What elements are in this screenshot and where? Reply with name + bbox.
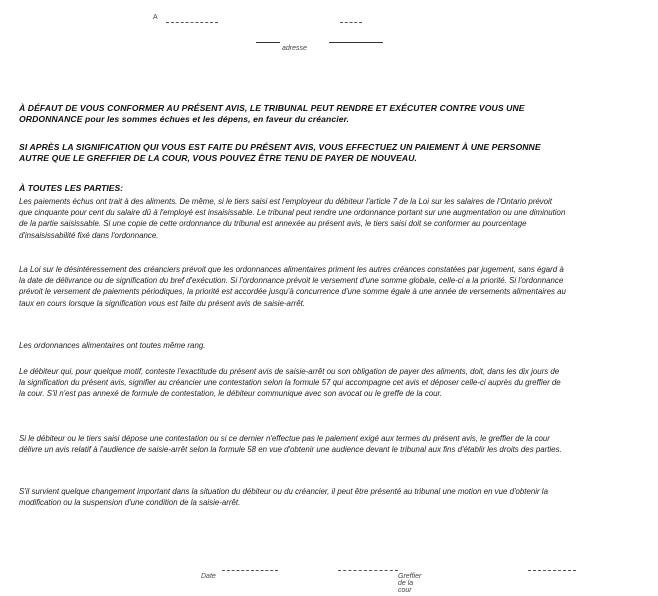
address-line-4 — [329, 42, 383, 43]
signature-line — [528, 570, 576, 571]
warning-payment-other: SI APRÈS LA SIGNIFICATION QUI VOUS EST FAITE DU PRÉSENT AVIS, VOUS EFFECTUEZ UN PAIEMENT À UNE PERSONNE AUTRE QUE LE GREFFIER DE LA COUR, VOUS POUVEZ ÊTRE TENU DE PAYER DE NOUVEAU. — [19, 142, 541, 163]
parties-heading: À TOUTES LES PARTIES: — [19, 183, 124, 193]
warning-default-order: À DÉFAUT DE VOUS CONFORMER AU PRÉSENT AVIS, LE TRIBUNAL PEUT RENDRE ET EXÉCUTER CONTRE VOUS UNE ORDONNANCE pour les sommes échues et les dépens, en faveur du créancier. — [19, 103, 525, 124]
parties-paragraph: S'il survient quelque changement important dans la situation du débiteur ou du créancier, il peut être présenté au tribunal une motion en vue d'obtenir la modification ou la suspension d'une condition de la saisie-arrêt. — [19, 487, 548, 508]
parties-paragraph: Les paiements échus ont trait à des aliments. De même, si le tiers saisi est l'employeur du débiteur l'article 7 de la Loi sur les salaires de l'Ontario prévoit que cinquante pour cent du salaire dû à l'employé est insaisissable. Le tribunal peut rendre une ordonnance portant sur une augmentation ou une diminution de la partie saisissable. Si une copie de cette ordonnance du tribunal est annexée au présent avis, le tiers saisi doit se conformer au pourcentage d'insaisissabilité fixé dans l'ordonnance. — [19, 197, 566, 240]
mark-a: A — [153, 14, 158, 21]
clerk-label: Greffier de la cour — [398, 573, 422, 594]
parties-paragraph: Les ordonnances alimentaires ont toutes même rang. — [19, 341, 206, 350]
date-line — [222, 570, 278, 571]
address-line-3 — [256, 42, 280, 43]
date-label: Date — [201, 573, 216, 580]
parties-paragraph: Le débiteur qui, pour quelque motif, conteste l'exactitude du présent avis de saisie-arrêt ou son obligation de payer des aliments, doit, dans les dix jours de la signification du présent avis, signifier au créancier une contestation selon la formule 57 qui accompagne cet avis et déposer celle-ci auprès du greffier de la cour. S'il n'est pas annexé de formule de contestation, le débiteur communique avec son avocat ou le greffe de la cour. — [19, 367, 561, 399]
address-line-1 — [166, 22, 218, 23]
clerk-line — [338, 570, 398, 571]
address-label: adresse — [282, 45, 307, 52]
parties-paragraph: Si le débiteur ou le tiers saisi dépose une contestation ou si ce dernier n'effectue pas le paiement exigé aux termes du présent avis, le greffier de la cour délivre un avis relatif à l'audience de saisie-arrêt selon la formule 58 en vue d'obtenir une audience devant le tribunal aux fins d'établir les droits des parties. — [19, 434, 562, 455]
parties-paragraph: La Loi sur le désintéressement des créanciers prévoit que les ordonnances alimentaires priment les autres créances constatées par jugement, sans égard à la date de délivrance ou de signification du bref d'exécution. Si l'ordonnance prévoit le versement d'une somme globale, celle-ci a la priorité. Si l'ordonnance prévoit le versement de paiements périodiques, la priorité est accordée jusqu'à concurrence d'une somme égale à une année de versements alimentaires au taux en cours lorsque la signification vous est faite du présent avis de saisie-arrêt. — [19, 265, 566, 308]
address-line-2 — [340, 22, 362, 23]
